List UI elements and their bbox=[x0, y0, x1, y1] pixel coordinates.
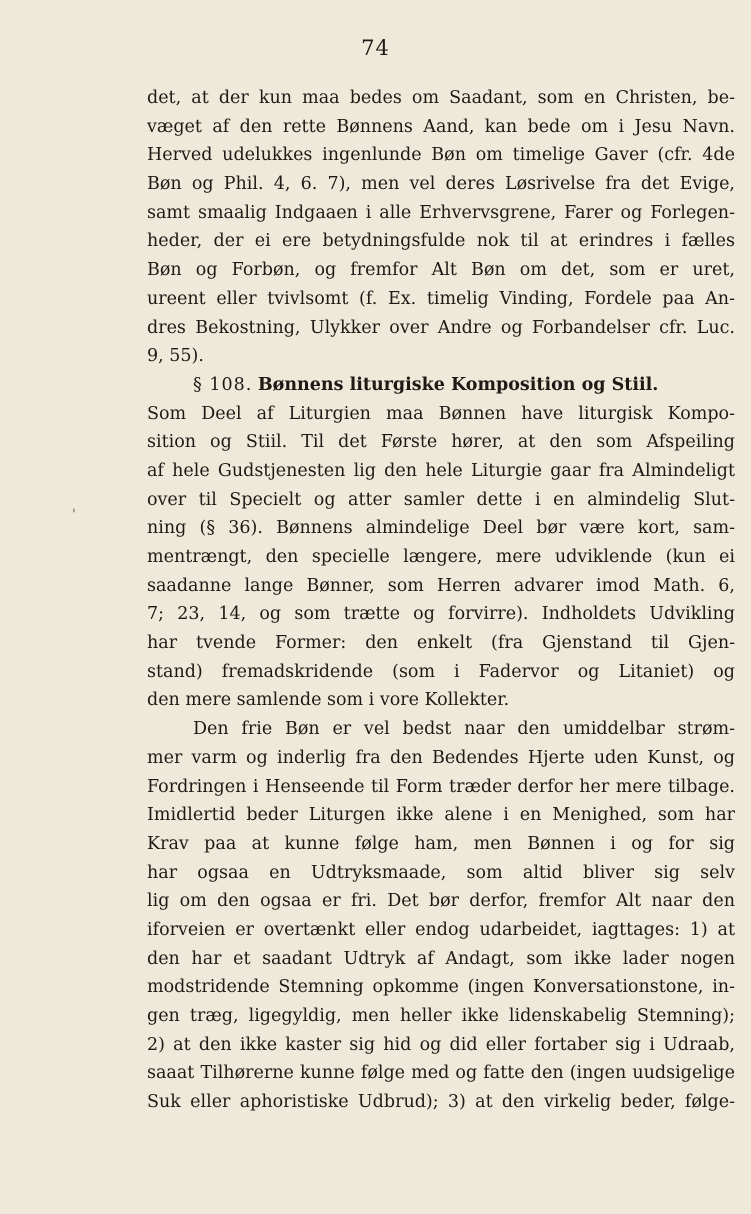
text-line: gen træg, ligegyldig, men heller ikke lidenskabelig Stemning); bbox=[147, 1006, 735, 1026]
text-line: det, at der kun maa bedes om Saadant, som en Christen, be- bbox=[147, 88, 735, 108]
page-number: 74 bbox=[361, 36, 390, 60]
text-line: ning (§ 36). Bønnens almindelige Deel bør være kort, sam- bbox=[147, 518, 735, 539]
text-line: iforveien er overtænkt eller endog udarbeidet, iagttages: 1) at bbox=[147, 919, 735, 940]
text-line: 2) at den ikke kaster sig hid og did eller fortaber sig i Udraab, bbox=[147, 1034, 735, 1055]
text-line: Suk eller aphoristiske Udbrud); 3) at den virkelig beder, følge- bbox=[147, 1092, 735, 1113]
text-line: ureent eller tvivlsomt (f. Ex. timelig Vinding, Fordele paa An- bbox=[147, 288, 735, 309]
section-heading bbox=[147, 371, 735, 400]
text-line: mentrængt, den specielle længere, mere udviklende (kun ei bbox=[147, 547, 735, 567]
text-line: Den frie Bøn er vel bedst naar den umiddelbar strøm- bbox=[193, 719, 735, 740]
text-line: stand) fremadskridende (som i Fadervor og Litaniet) og bbox=[147, 661, 735, 682]
text-line: 7; 23, 14, og som trætte og forvirre). Indholdets Udvikling bbox=[147, 604, 735, 625]
text-line: Krav paa at kunne følge ham, men Bønnen i og for sig bbox=[147, 833, 735, 854]
section-title: Bønnens liturgiske Komposition og Stiil. bbox=[257, 374, 659, 395]
text-line: 9, 55). bbox=[147, 346, 204, 367]
text-line: væget af den rette Bønnens Aand, kan bede om i Jesu Navn. bbox=[147, 116, 735, 137]
text-line: den mere samlende som i vore Kollekter. bbox=[147, 690, 510, 711]
text-line: sition og Stiil. Til det Første hører, at den som Afspeiling bbox=[147, 432, 735, 453]
text-line: lig om den ogsaa er fri. Det bør derfor, fremfor Alt naar den bbox=[147, 891, 735, 912]
section-number: § 108. bbox=[193, 374, 253, 395]
text-line: af hele Gudstjenesten lig den hele Liturgie gaar fra Almindeligt bbox=[147, 460, 735, 481]
text-line: modstridende Stemning opkomme (ingen Konversationstone, in- bbox=[147, 977, 735, 998]
text-line: samt smaalig Indgaaen i alle Erhvervsgrene, Farer og Forlegen- bbox=[147, 202, 735, 223]
text-line: Herved udelukkes ingenlunde Bøn om timelige Gaver (cfr. 4de bbox=[147, 145, 735, 166]
text-line: Fordringen i Henseende til Form træder derfor her mere tilbage. bbox=[147, 776, 735, 797]
text-line: har tvende Former: den enkelt (fra Gjenstand til Gjen- bbox=[147, 633, 735, 654]
text-line: over til Specielt og atter samler dette i en almindelig Slut- bbox=[147, 489, 735, 510]
text-line: har ogsaa en Udtryksmaade, som altid bliver sig selv bbox=[147, 862, 735, 883]
text-line: heder, der ei ere betydningsfulde nok til at erindres i fælles bbox=[147, 231, 735, 252]
text-line: den har et saadant Udtryk af Andagt, som ikke lader nogen bbox=[147, 948, 735, 969]
text-line: mer varm og inderlig fra den Bedendes Hjerte uden Kunst, og bbox=[147, 747, 735, 768]
text-line: Bøn og Phil. 4, 6. 7), men vel deres Løsrivelse fra det Evige, bbox=[147, 174, 735, 195]
text-line: saaat Tilhørerne kunne følge med og fatte den (ingen uudsigelige bbox=[147, 1063, 735, 1084]
body-text bbox=[147, 84, 735, 1117]
text-line: saadanne lange Bønner, som Herren advarer imod Math. 6, bbox=[147, 575, 735, 596]
text-line: dres Bekostning, Ulykker over Andre og Forbandelser cfr. Luc. bbox=[147, 317, 735, 338]
text-line: Som Deel af Liturgien maa Bønnen have liturgisk Kompo- bbox=[147, 403, 735, 424]
margin-mark: ' bbox=[72, 507, 76, 523]
text-line: Bøn og Forbøn, og fremfor Alt Bøn om det, som er uret, bbox=[147, 260, 735, 281]
text-line: Imidlertid beder Liturgen ikke alene i en Menighed, som har bbox=[147, 805, 735, 826]
